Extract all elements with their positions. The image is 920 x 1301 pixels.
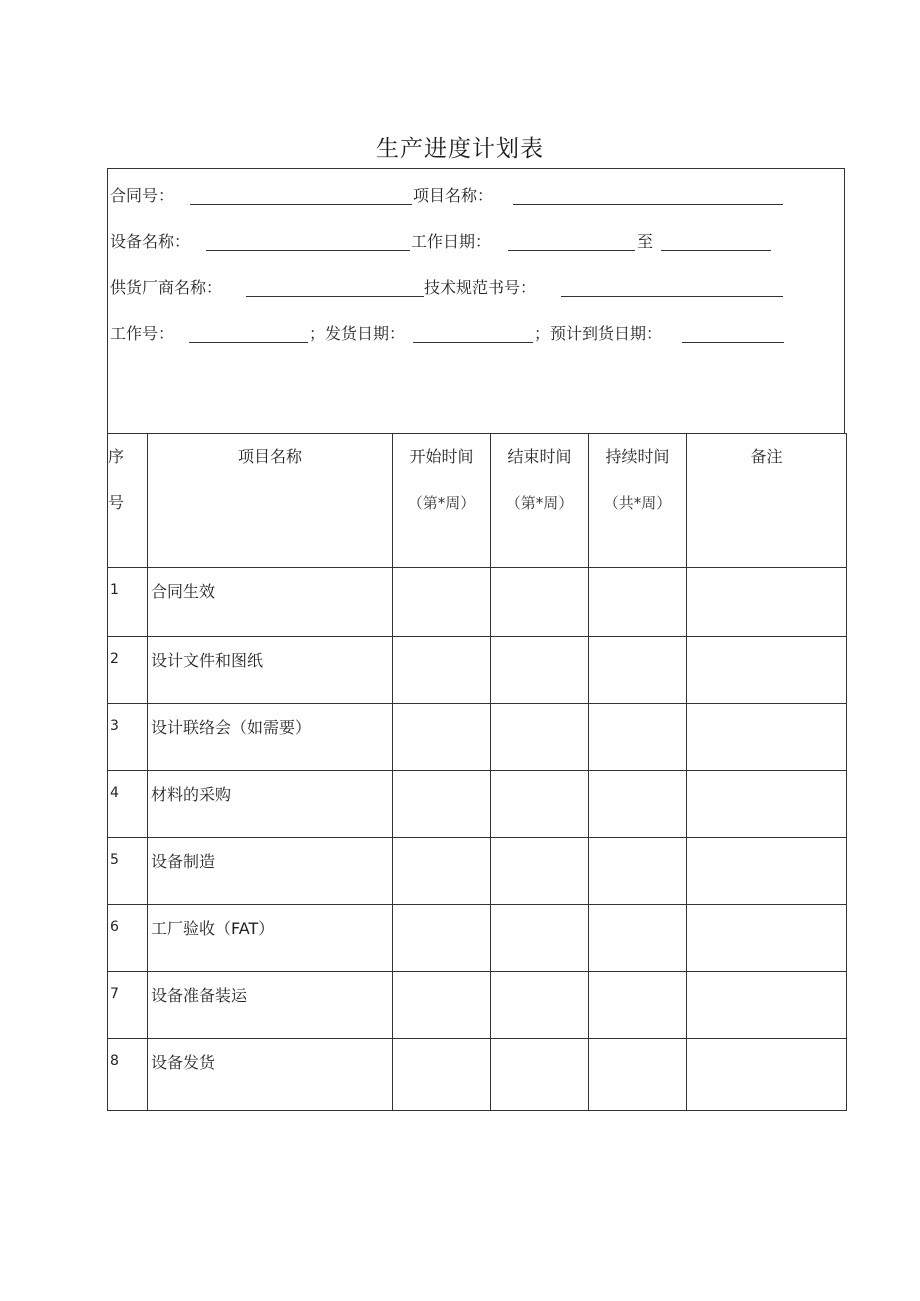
eta-date-label: ；预计到货日期：: [534, 324, 663, 343]
duration-cell[interactable]: [589, 1039, 687, 1111]
job-no-label: 工作号：: [110, 324, 175, 343]
header-item-label: 项目名称: [237, 447, 302, 466]
duration-cell[interactable]: [589, 905, 687, 972]
contract-no-field[interactable]: [190, 204, 412, 205]
end-cell[interactable]: [491, 771, 589, 838]
row-item-name: 设备发货: [151, 1053, 216, 1072]
supplier-name-label: 供货厂商名称：: [110, 278, 223, 297]
duration-cell[interactable]: [589, 637, 687, 704]
equipment-name-label: 设备名称：: [110, 232, 191, 251]
start-cell[interactable]: [393, 704, 491, 771]
header-start: [393, 434, 491, 568]
header-seq-line2: 号: [108, 493, 125, 512]
duration-cell[interactable]: [589, 838, 687, 905]
header-duration-label: 持续时间: [605, 447, 670, 466]
remark-cell[interactable]: [687, 568, 847, 637]
table-row: [108, 771, 847, 838]
duration-cell[interactable]: [589, 568, 687, 637]
end-cell[interactable]: [491, 838, 589, 905]
table-row: [108, 1039, 847, 1111]
remark-cell[interactable]: [687, 771, 847, 838]
supplier-name-field[interactable]: [246, 296, 424, 297]
start-cell[interactable]: [393, 1039, 491, 1111]
table-row: [108, 905, 847, 972]
header-remark-label: 备注: [750, 447, 783, 466]
table-row: [108, 838, 847, 905]
ship-date-label: ；发货日期：: [309, 324, 406, 343]
row-item-name: 设备准备装运: [151, 986, 248, 1005]
eta-date-field[interactable]: [682, 342, 784, 343]
end-cell[interactable]: [491, 1039, 589, 1111]
table-header-row: [108, 434, 847, 568]
info-section: [107, 168, 845, 433]
duration-cell[interactable]: [589, 704, 687, 771]
row-number: 5: [110, 852, 119, 868]
table-row: [108, 637, 847, 704]
header-duration: [589, 434, 687, 568]
start-cell[interactable]: [393, 972, 491, 1039]
header-seq: [108, 434, 148, 568]
row-number: 1: [110, 582, 119, 598]
work-date-end-field[interactable]: [661, 250, 771, 251]
start-cell[interactable]: [393, 905, 491, 972]
end-cell[interactable]: [491, 637, 589, 704]
row-number: 6: [110, 919, 119, 935]
row-item-name: 设备制造: [151, 852, 216, 871]
ship-date-field[interactable]: [413, 342, 533, 343]
remark-cell[interactable]: [687, 704, 847, 771]
header-duration-sub: （共*周）: [603, 494, 672, 512]
header-item: [148, 434, 393, 568]
remark-cell[interactable]: [687, 972, 847, 1039]
header-end-sub: （第*周）: [505, 494, 574, 512]
duration-cell[interactable]: [589, 972, 687, 1039]
row-number: 7: [110, 986, 119, 1002]
header-end-label: 结束时间: [507, 447, 572, 466]
row-item-name: 材料的采购: [151, 785, 232, 804]
row-number: 8: [110, 1053, 119, 1069]
equipment-name-field[interactable]: [206, 250, 410, 251]
row-item-name: 合同生效: [151, 582, 216, 601]
end-cell[interactable]: [491, 568, 589, 637]
project-name-field[interactable]: [513, 204, 783, 205]
row-item-name: 工厂验收（FAT）: [151, 919, 275, 938]
row-number: 3: [110, 718, 119, 734]
header-start-label: 开始时间: [409, 447, 474, 466]
work-date-to-label: 至: [637, 232, 654, 251]
remark-cell[interactable]: [687, 838, 847, 905]
page-title: 生产进度计划表: [376, 136, 544, 162]
row-number: 4: [110, 785, 119, 801]
schedule-table: [107, 433, 847, 1111]
table-row: [108, 568, 847, 637]
start-cell[interactable]: [393, 568, 491, 637]
table-row: [108, 972, 847, 1039]
row-number: 2: [110, 651, 119, 667]
header-seq-line1: 序: [108, 447, 125, 466]
row-item-name: 设计文件和图纸: [151, 651, 264, 670]
end-cell[interactable]: [491, 905, 589, 972]
work-date-label: 工作日期：: [411, 232, 492, 251]
job-no-field[interactable]: [189, 342, 308, 343]
work-date-start-field[interactable]: [508, 250, 635, 251]
remark-cell[interactable]: [687, 905, 847, 972]
end-cell[interactable]: [491, 972, 589, 1039]
remark-cell[interactable]: [687, 637, 847, 704]
tech-spec-no-field[interactable]: [561, 296, 783, 297]
end-cell[interactable]: [491, 704, 589, 771]
header-end: [491, 434, 589, 568]
start-cell[interactable]: [393, 771, 491, 838]
start-cell[interactable]: [393, 637, 491, 704]
row-item-name: 设计联络会（如需要）: [151, 718, 312, 737]
table-row: [108, 704, 847, 771]
remark-cell[interactable]: [687, 1039, 847, 1111]
header-start-sub: （第*周）: [407, 494, 476, 512]
tech-spec-no-label: 技术规范书号：: [424, 278, 537, 297]
contract-no-label: 合同号：: [110, 186, 175, 205]
project-name-label: 项目名称：: [413, 186, 494, 205]
duration-cell[interactable]: [589, 771, 687, 838]
start-cell[interactable]: [393, 838, 491, 905]
header-remark: [687, 434, 847, 568]
